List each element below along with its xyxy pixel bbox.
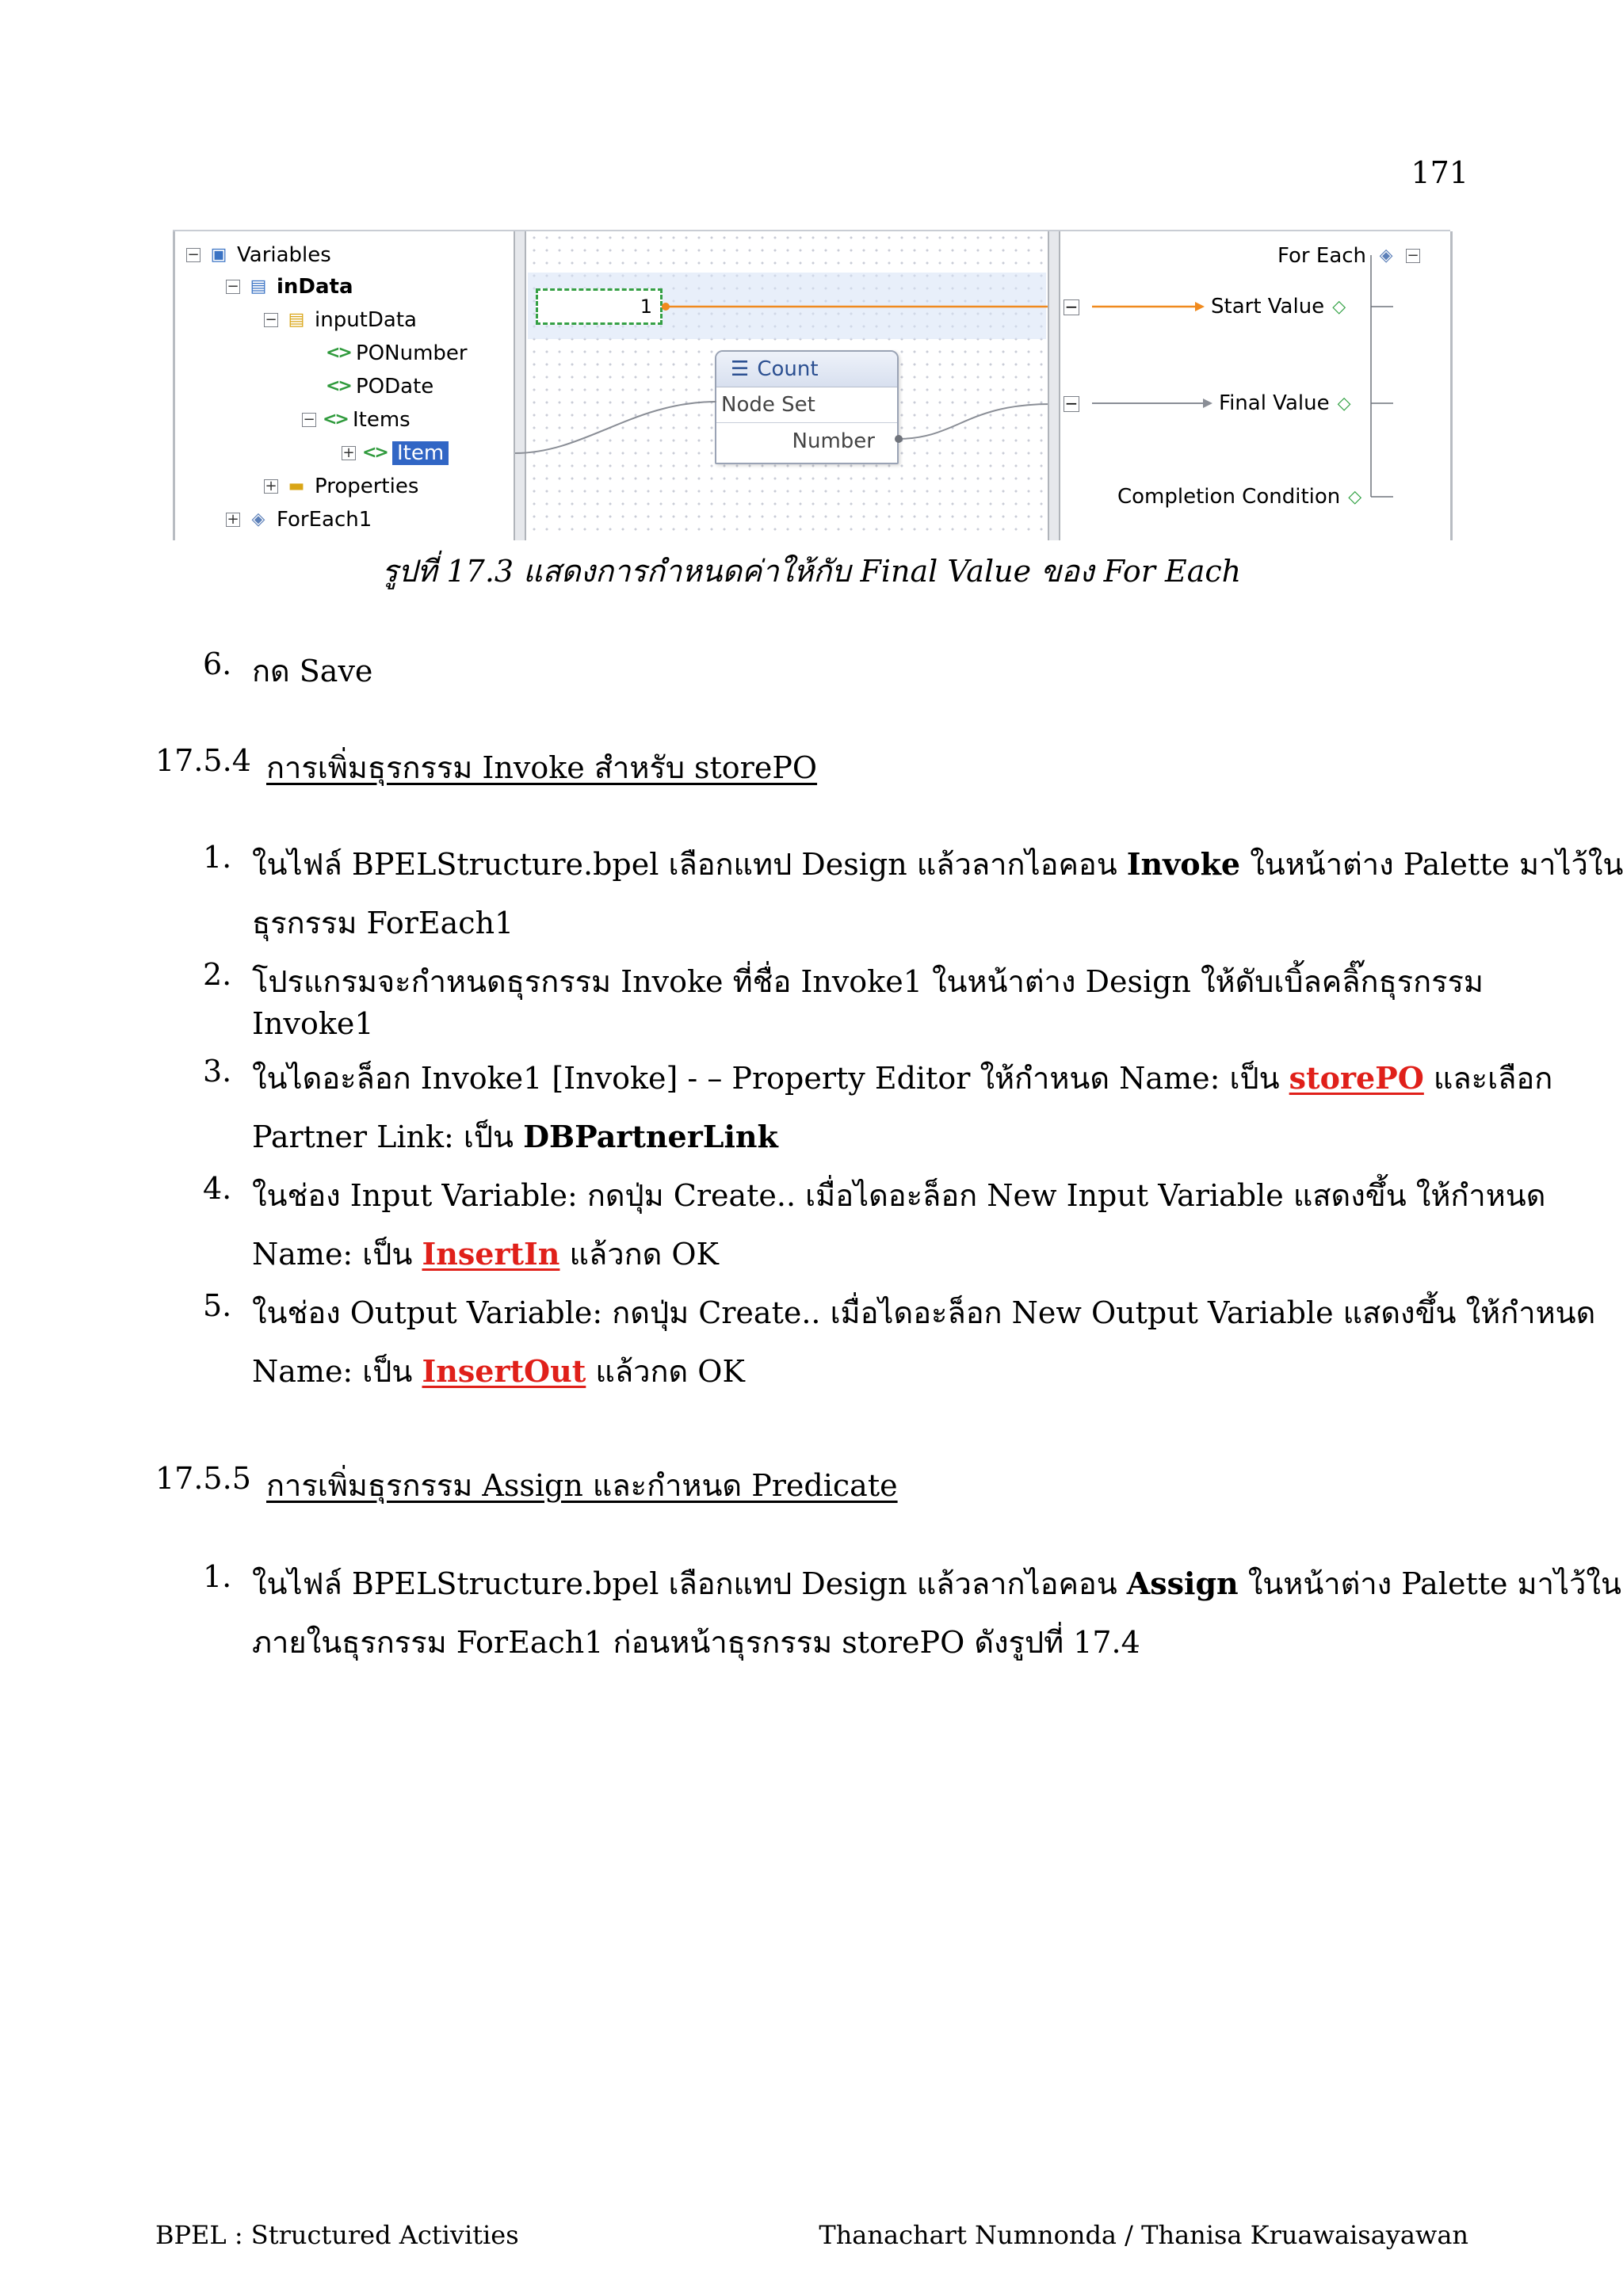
list-item-line: Invoke1 — [252, 1006, 374, 1041]
collapse-toggle-icon[interactable]: − — [227, 278, 239, 295]
count-input-port[interactable]: Node Set — [716, 387, 897, 423]
collapse-toggle-icon[interactable]: − — [1064, 297, 1079, 316]
tree-label-inputdata: inputData — [315, 308, 417, 332]
tree-label-ponumber: PONumber — [356, 341, 468, 365]
text-run: ในหน้าต่าง Palette มาไว้ใน — [1240, 847, 1623, 882]
tree-row-items[interactable] — [302, 404, 411, 436]
text-run: ในไฟล์ BPELStructure.bpel เลือกแทป Design แล้วลากไอคอน — [252, 1566, 1127, 1601]
tree-row-foreach[interactable] — [226, 504, 372, 536]
target-label-start-value: Start Value — [1211, 295, 1325, 318]
tree-label-properties: Properties — [315, 475, 419, 498]
count-output-port[interactable]: Number — [792, 429, 875, 453]
highlighted-term: storePO — [1289, 1060, 1424, 1096]
element-icon: <> — [326, 376, 350, 396]
bold-term: Assign — [1126, 1566, 1239, 1601]
text-run: ในไฟล์ BPELStructure.bpel เลือกแทป Design แล้วลากไอคอน — [252, 847, 1127, 882]
section-title: การเพิ่มธุรกรรม Invoke สำหรับ storePO — [266, 750, 818, 785]
variables-icon: ▣ — [210, 245, 227, 265]
section-number: 17.5.5 — [155, 1461, 251, 1496]
collapse-toggle-icon[interactable]: − — [303, 411, 315, 428]
repeating-element-icon: <> — [362, 443, 387, 463]
foreach-icon: ◈ — [251, 509, 265, 529]
target-row-completion-condition[interactable] — [1117, 485, 1361, 509]
text-run: Partner Link: เป็น — [252, 1119, 524, 1154]
tree-label-items: Items — [353, 408, 411, 432]
target-label-final-value: Final Value — [1219, 391, 1330, 415]
tree-row-ponumber[interactable] — [326, 338, 468, 369]
foreach-icon: ◈ — [1379, 246, 1393, 265]
message-part-icon: ▤ — [288, 310, 305, 330]
target-label-for-each: For Each — [1277, 244, 1367, 268]
list-item-line — [252, 1054, 1552, 1102]
page-number: 171 — [1411, 155, 1468, 190]
section-title: การเพิ่มธุรกรรม Assign และกำหนด Predicate — [266, 1468, 898, 1503]
tree-label-foreach: ForEach1 — [277, 508, 372, 532]
target-row-for-each[interactable] — [1277, 244, 1420, 268]
step-6-text: กด Save — [252, 654, 373, 688]
expand-toggle-icon[interactable]: + — [342, 444, 355, 461]
tree-label-podate: PODate — [356, 375, 434, 399]
section-number: 17.5.4 — [155, 743, 251, 778]
bold-term: DBPartnerLink — [523, 1119, 778, 1154]
list-number: 2. — [203, 957, 232, 992]
tree-row-indata[interactable] — [226, 271, 353, 303]
count-function-box[interactable] — [715, 350, 899, 464]
list-item-line: ภายในธุรกรรม ForEach1 ก่อนหน้าธุรกรรม storePO ดังรูปที่ 17.4 — [252, 1625, 1140, 1660]
list-number: 6. — [203, 646, 232, 681]
list-number: 1. — [203, 840, 232, 875]
tree-row-podate[interactable] — [326, 371, 433, 402]
tree-label-indata: inData — [277, 275, 353, 299]
target-label-completion-condition: Completion Condition — [1117, 485, 1341, 509]
figure-caption: รูปที่ 17.3 แสดงการกำหนดค่าให้กับ Final Value ของ For Each — [381, 554, 1242, 589]
text-run: Name: เป็น — [252, 1354, 422, 1389]
text-run: ในหน้าต่าง Palette มาไว้ใน — [1238, 1566, 1621, 1601]
count-function-header — [716, 352, 897, 387]
tree-row-variables[interactable] — [186, 239, 331, 271]
collapse-toggle-icon[interactable]: − — [187, 246, 200, 263]
tree-row-properties[interactable] — [264, 471, 418, 502]
panel-splitter[interactable] — [514, 231, 526, 540]
highlighted-term: InsertIn — [422, 1236, 560, 1272]
text-run: Name: เป็น — [252, 1237, 422, 1272]
list-number: 4. — [203, 1171, 232, 1206]
list-item-line — [252, 1112, 778, 1161]
list-item-line — [252, 1347, 745, 1395]
list-number: 3. — [203, 1054, 232, 1089]
list-number: 1. — [203, 1559, 232, 1594]
diamond-icon: ◇ — [1337, 393, 1351, 414]
diamond-icon: ◇ — [1348, 486, 1362, 507]
list-item-line — [252, 840, 1623, 888]
expand-toggle-icon[interactable]: + — [227, 511, 239, 528]
footer-left: BPEL : Structured Activities — [155, 2220, 519, 2250]
list-item-line: ในช่อง Output Variable: กดปุ่ม Create.. เมื่อไดอะล็อก New Output Variable แสดงขึ้น ให้กำหนด — [252, 1295, 1596, 1330]
source-variables-tree — [173, 231, 516, 540]
text-run: แล้วกด OK — [586, 1354, 745, 1389]
highlighted-term: InsertOut — [422, 1353, 586, 1389]
target-row-final-value[interactable] — [1219, 391, 1351, 415]
list-item-line — [252, 1230, 719, 1278]
variable-icon: ▤ — [250, 277, 267, 296]
list-item-line: ในช่อง Input Variable: กดปุ่ม Create.. เมื่อไดอะล็อก New Input Variable แสดงขึ้น ให้กำหนด — [252, 1178, 1546, 1213]
collapse-toggle-icon[interactable]: − — [1064, 394, 1079, 413]
bold-term: Invoke — [1126, 846, 1241, 882]
function-icon: ☰ — [731, 357, 750, 381]
target-row-start-value[interactable] — [1211, 295, 1346, 318]
text-run: แล้วกด OK — [559, 1237, 719, 1272]
element-icon: <> — [323, 410, 347, 429]
expand-toggle-icon[interactable]: + — [265, 478, 277, 494]
count-function-title: Count — [757, 357, 819, 381]
list-item-line: ธุรกรรม ForEach1 — [252, 906, 514, 940]
element-icon: <> — [326, 343, 350, 363]
tree-row-item[interactable] — [342, 437, 449, 469]
list-number: 5. — [203, 1288, 232, 1323]
mapper-screenshot — [173, 230, 1450, 540]
collapse-toggle-icon[interactable]: − — [1407, 247, 1419, 264]
step-6 — [203, 646, 231, 681]
folder-icon: ▬ — [288, 476, 305, 496]
tree-label-variables: Variables — [237, 243, 331, 267]
text-run: และเลือก — [1423, 1061, 1553, 1096]
list-item-line — [252, 1559, 1621, 1608]
list-item-line: โปรแกรมจะกำหนดธุรกรรม Invoke ที่ชื่อ Invoke1 ในหน้าต่าง Design ให้ดับเบิ้ลคลิ๊กธุรกรรม — [252, 964, 1484, 999]
collapse-toggle-icon[interactable]: − — [265, 311, 277, 328]
tree-label-item-selected: Item — [392, 441, 449, 465]
diamond-icon: ◇ — [1332, 296, 1346, 317]
panel-splitter[interactable] — [1048, 231, 1060, 540]
footer-right: Thanachart Numnonda / Thanisa Kruawaisayawan — [819, 2220, 1468, 2250]
text-run: ในไดอะล็อก Invoke1 [Invoke] - – Property Editor ให้กำหนด Name: เป็น — [252, 1061, 1289, 1096]
tree-row-inputdata[interactable] — [264, 304, 417, 336]
number-literal-box[interactable]: 1 — [536, 288, 663, 325]
